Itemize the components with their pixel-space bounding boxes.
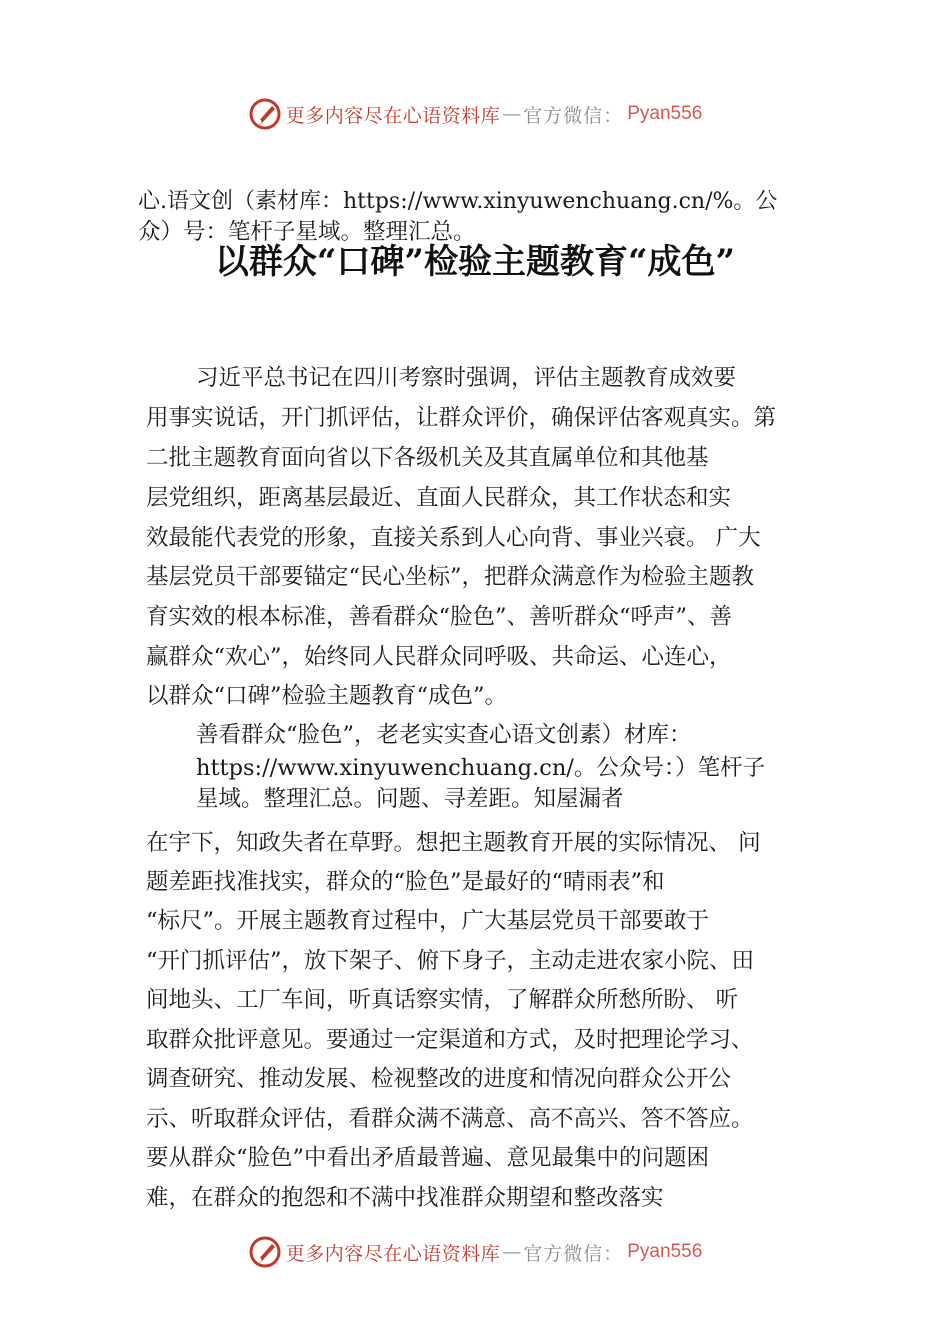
text-line: 用事实说话，开门抓评估，让群众评价，确保评估客观真实。第 bbox=[146, 405, 777, 431]
text-line: “标尺”。开展主题教育过程中，广大基层党员干部要敢于 bbox=[146, 908, 710, 934]
text-line: 善看群众“脸色”，老老实实查心语文创素）材库： bbox=[196, 722, 692, 748]
text-line: 间地头、工厂车间，听真话察实情，了解群众所愁所盼、 听 bbox=[146, 987, 739, 1013]
text-line: 以群众“口碑”检验主题教育“成色”。 bbox=[146, 683, 508, 709]
text-line: 示、听取群众评估，看群众满不满意、高不高兴、答不答应。 bbox=[146, 1106, 754, 1132]
pen-logo-icon bbox=[248, 97, 282, 131]
text-line: 调查研究、推动发展、检视整改的进度和情况向群众公开公 bbox=[146, 1066, 732, 1092]
watermark-banner-top bbox=[0, 94, 950, 134]
text-line: 取群众批评意见。要通过一定渠道和方式，及时把理论学习、 bbox=[146, 1027, 754, 1053]
text-line: 要从群众“脸色”中看出矛盾最普遍、意见最集中的问题困 bbox=[146, 1145, 710, 1171]
watermark-wechat-id: Pyan556 bbox=[627, 103, 703, 124]
text-line: 题差距找准找实，群众的“脸色”是最好的“晴雨表”和 bbox=[146, 869, 665, 895]
watermark-text: 更多内容尽在心语资料库 bbox=[285, 1242, 501, 1265]
text-line: https://www.xinyuwenchuang.cn/。公众号：）笔杆子 bbox=[196, 755, 766, 781]
text-line: 星域。整理汇总。问题、寻差距。知屋漏者 bbox=[196, 786, 624, 812]
header-note-line: 众）号：笔杆子星域。整理汇总。 bbox=[138, 219, 476, 245]
watermark-banner-bottom bbox=[0, 1232, 950, 1272]
text-line: “开门抓评估”，放下架子、俯下身子，主动走进农家小院、田 bbox=[146, 948, 755, 974]
watermark-text: 更多内容尽在心语资料库 bbox=[285, 104, 501, 127]
text-line: 基层党员干部要锚定“民心坐标”，把群众满意作为检验主题教 bbox=[146, 564, 755, 590]
watermark-separator: — bbox=[502, 1241, 522, 1263]
watermark-wechat-label: 官方微信： bbox=[523, 1242, 624, 1265]
text-line: 在宇下，知政失者在草野。想把主题教育开展的实际情况、 问 bbox=[146, 830, 761, 856]
text-line: 效最能代表党的形象，直接关系到人心向背、事业兴衰。 广大 bbox=[146, 525, 761, 551]
watermark-separator: — bbox=[502, 103, 522, 125]
text-line: 习近平总书记在四川考察时强调，评估主题教育成效要 bbox=[196, 365, 737, 391]
document-title: 以群众“口碑”检验主题教育“成色” bbox=[214, 242, 736, 282]
text-line: 难，在群众的抱怨和不满中找准群众期望和整改落实 bbox=[146, 1185, 664, 1211]
header-note-line: 心.语文创（素材库：https://www.xinyuwenchuang.cn/%。公 bbox=[138, 189, 778, 214]
watermark-wechat-label: 官方微信： bbox=[523, 104, 624, 127]
watermark-wechat-id: Pyan556 bbox=[627, 1241, 703, 1262]
text-line: 层党组织，距离基层最近、直面人民群众，其工作状态和实 bbox=[146, 485, 732, 511]
text-line: 育实效的根本标准，善看群众“脸色”、善听群众“呼声”、善 bbox=[146, 604, 733, 630]
pen-logo-icon bbox=[248, 1235, 282, 1269]
text-line: 二批主题教育面向省以下各级机关及其直属单位和其他基 bbox=[146, 445, 709, 471]
text-line: 赢群众“欢心”，始终同人民群众同呼吸、共命运、心连心， bbox=[146, 644, 732, 670]
